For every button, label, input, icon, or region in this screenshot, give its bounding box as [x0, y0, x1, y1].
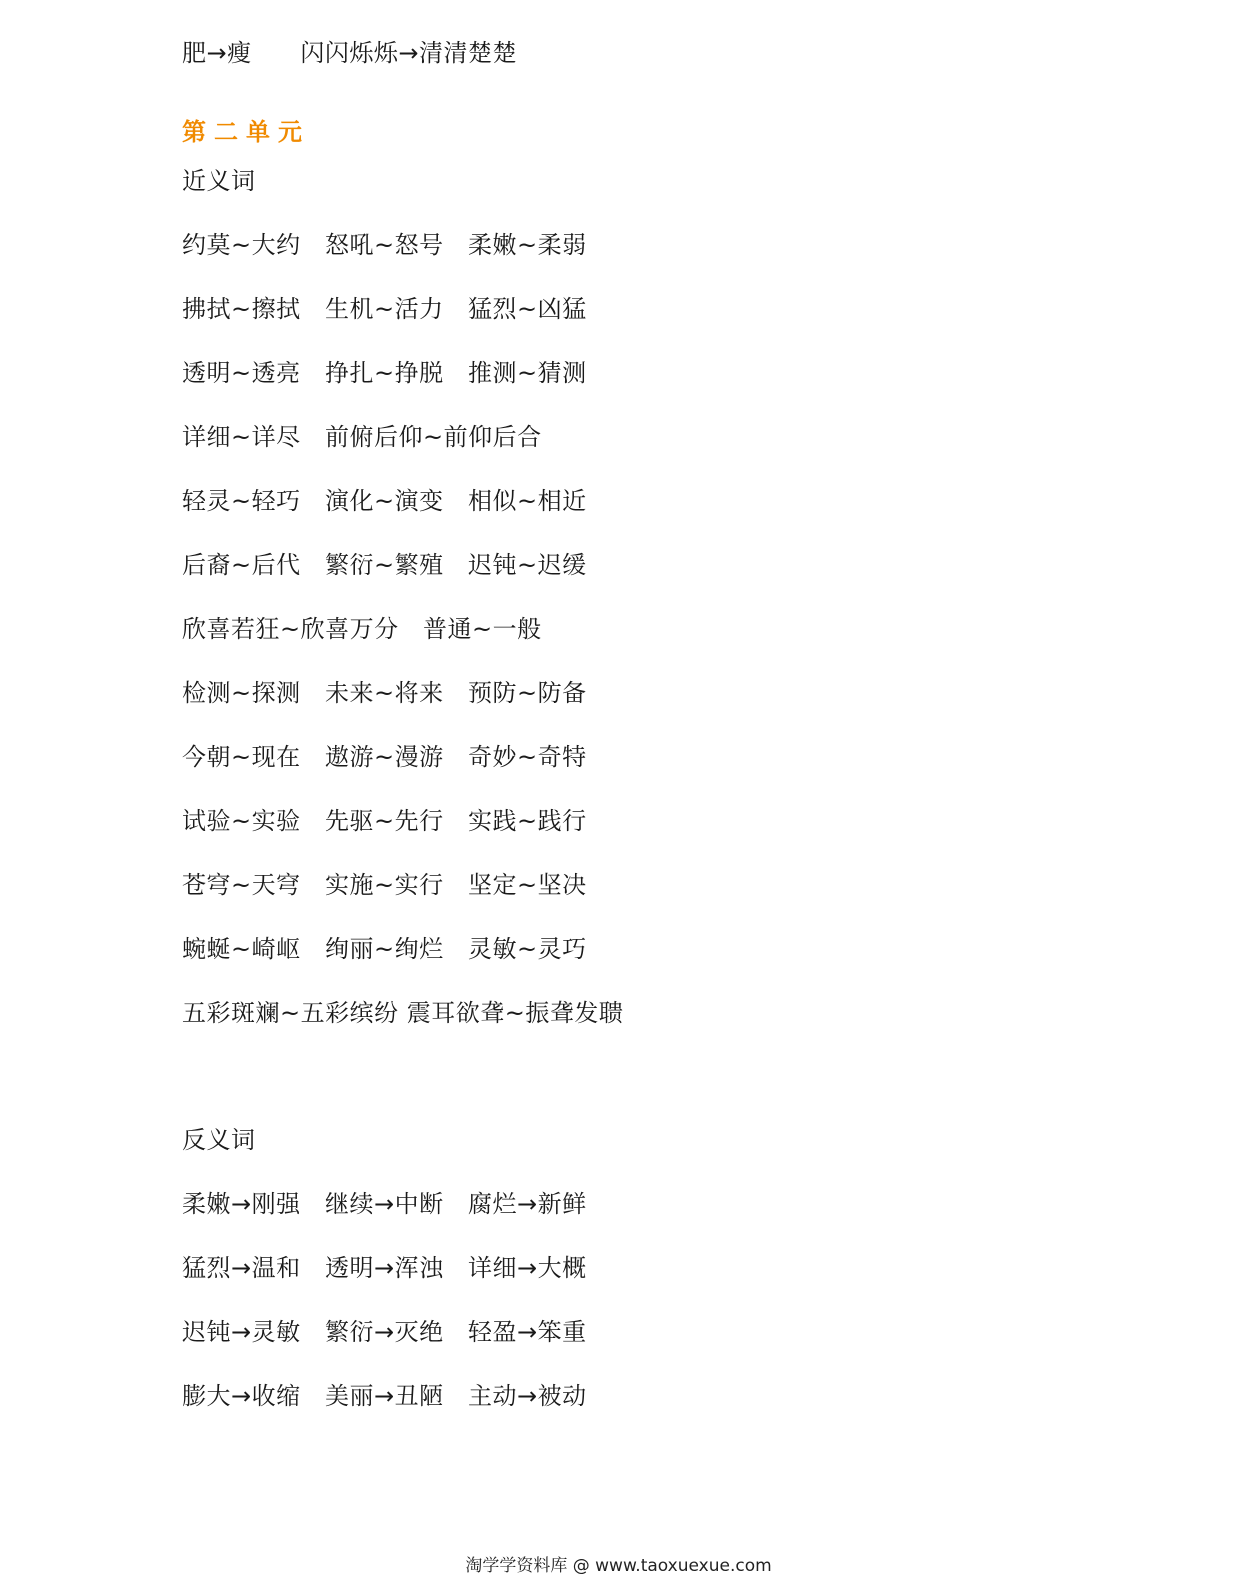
synonym-row: 检测~探测 未来~将来 预防~防备	[182, 679, 587, 707]
synonym-row: 透明~透亮 挣扎~挣脱 推测~猜测	[182, 359, 587, 387]
synonym-row: 五彩斑斓~五彩缤纷 震耳欲聋~振聋发聩	[182, 999, 624, 1027]
antonym-row: 柔嫩→刚强 继续→中断 腐烂→新鲜	[182, 1190, 587, 1218]
antonym-row: 猛烈→温和 透明→浑浊 详细→大概	[182, 1254, 587, 1282]
synonym-row: 试验~实验 先驱~先行 实践~践行	[182, 807, 587, 835]
unit-title: 第二单元	[182, 118, 310, 146]
synonym-row: 今朝~现在 遨游~漫游 奇妙~奇特	[182, 743, 587, 771]
synonym-row: 欣喜若狂~欣喜万分 普通~一般	[182, 615, 542, 643]
synonym-row: 拂拭~擦拭 生机~活力 猛烈~凶猛	[182, 295, 587, 323]
synonym-row: 轻灵~轻巧 演化~演变 相似~相近	[182, 487, 587, 515]
synonym-row: 苍穹~天穹 实施~实行 坚定~坚决	[182, 871, 587, 899]
antonym-line-previous: 肥→瘦 闪闪烁烁→清清楚楚	[182, 39, 517, 67]
antonyms-heading: 反义词	[182, 1126, 256, 1154]
synonym-row: 后裔~后代 繁衍~繁殖 迟钝~迟缓	[182, 551, 587, 579]
antonym-row: 迟钝→灵敏 繁衍→灭绝 轻盈→笨重	[182, 1318, 587, 1346]
footer-watermark: 淘学学资料库 @ www.taoxuexue.com	[465, 1556, 772, 1576]
synonym-row: 蜿蜒~崎岖 绚丽~绚烂 灵敏~灵巧	[182, 935, 587, 963]
synonym-row: 详细~详尽 前俯后仰~前仰后合	[182, 423, 542, 451]
synonym-row: 约莫~大约 怒吼~怒号 柔嫩~柔弱	[182, 231, 587, 259]
synonyms-heading: 近义词	[182, 167, 256, 195]
antonym-row: 膨大→收缩 美丽→丑陋 主动→被动	[182, 1382, 587, 1410]
